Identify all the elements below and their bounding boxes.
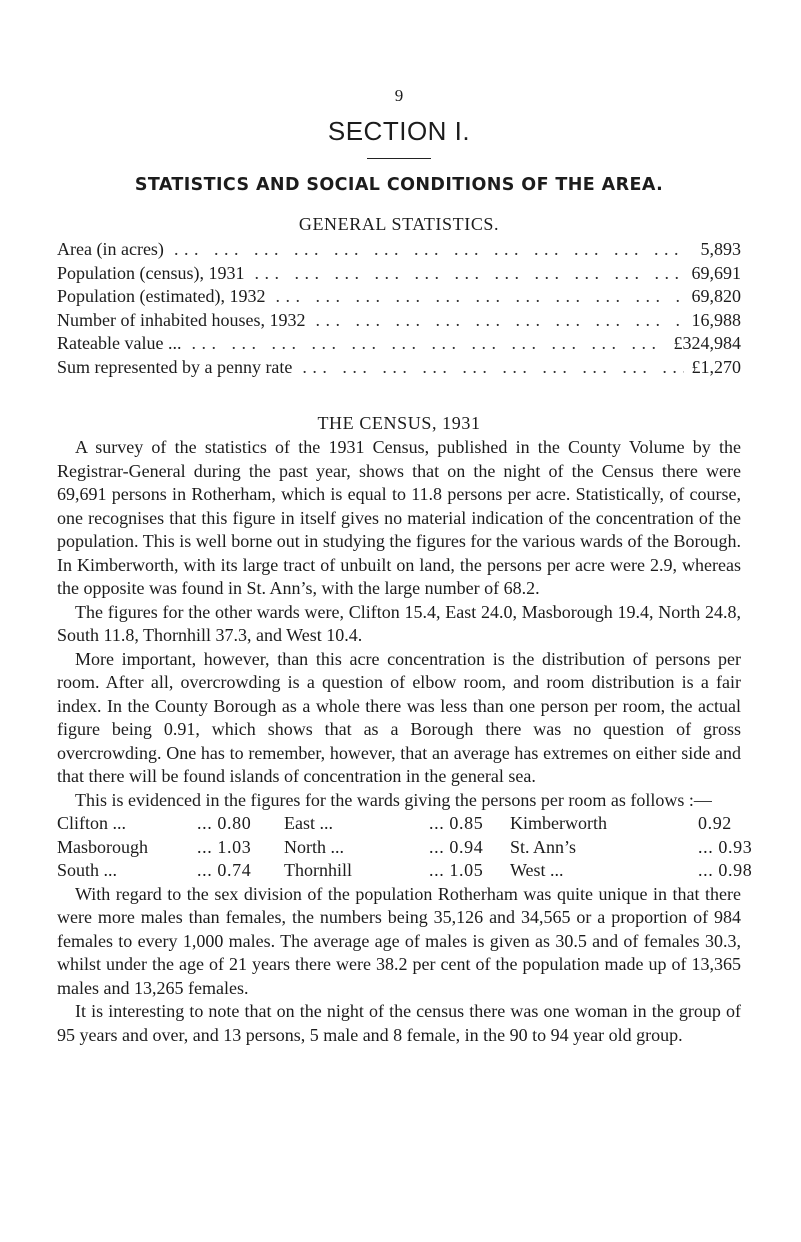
stat-row-penny-rate	[57, 356, 741, 380]
title-rule	[367, 158, 431, 159]
ward-row	[57, 859, 753, 883]
stat-value: 69,820	[691, 286, 741, 307]
stat-label: Population (census), 1931	[57, 262, 245, 283]
ward-value: ... 0.94	[429, 836, 484, 857]
stat-value: 16,988	[691, 309, 741, 330]
stat-label: Area (in acres)	[57, 239, 164, 259]
ward-entry	[57, 812, 252, 836]
leader-dots	[174, 238, 693, 262]
section-title: SECTION I.	[327, 116, 471, 146]
general-statistics-table	[57, 238, 741, 380]
paragraph: A survey of the statistics of the 1931 Census, published in the County Volume by the Registrar-General during the past year, shows that on the night of the Census there were 69,691 persons in Rotherham, which is equal to 11.8 persons per acre. Statistically, of course, one recognises that this figure in itself gives no material indication of the concentration of the population. This is well borne out in studying the figures for the various wards of the Borough. In Kimberworth, with its large tract of unbuilt on land, the persons per acre were 2.9, whereas the opposite was found in St. Ann’s, with the large number of 68.2.	[57, 437, 741, 598]
ward-name: Kimberworth	[510, 813, 607, 833]
stat-label: Number of inhabited houses, 1932	[57, 309, 306, 330]
ward-value: ... 0.93	[698, 836, 753, 857]
paragraph: It is interesting to note that on the night of the census there was one woman in the group of 95 years and over, and 13 persons, 5 male and 8 female, in the 90 to 94 year old group.	[57, 1001, 741, 1045]
ward-name: Masborough	[57, 836, 148, 857]
ward-value: ... 0.98	[698, 860, 753, 880]
ward-name: St. Ann’s	[510, 836, 577, 857]
stat-value: £1,270	[691, 356, 741, 377]
ward-row	[57, 812, 741, 836]
leader-dots	[275, 285, 683, 309]
ward-entry	[57, 836, 252, 860]
stat-row-rateable-value	[57, 332, 741, 356]
page-number: 9	[394, 86, 404, 105]
ward-name: North ...	[284, 836, 344, 857]
leader-dots	[315, 309, 683, 333]
ward-entry	[510, 859, 753, 883]
ward-name: Clifton ...	[57, 813, 127, 833]
wards-per-room-table	[57, 812, 753, 883]
stat-label: Sum represented by a penny rate	[57, 356, 293, 377]
ward-entry	[57, 859, 252, 883]
stat-row-inhabited-houses	[57, 309, 741, 333]
ward-name: West ...	[510, 860, 564, 880]
stat-value: 69,691	[691, 262, 741, 283]
stat-value: 5,893	[700, 239, 741, 259]
ward-value: ... 0.85	[429, 813, 484, 833]
ward-entry	[284, 859, 484, 883]
main-heading: STATISTICS AND SOCIAL CONDITIONS OF THE AREA.	[134, 175, 664, 195]
ward-row	[57, 836, 753, 860]
ward-name: East ...	[284, 813, 333, 833]
stat-row-population-census	[57, 262, 741, 286]
ward-value: ... 0.80	[197, 813, 252, 833]
stat-label: Rateable value ...	[57, 333, 182, 354]
census-body	[57, 436, 753, 1047]
ward-name: South ...	[57, 860, 118, 880]
general-statistics-heading: GENERAL STATISTICS.	[298, 214, 500, 234]
ward-name: Thornhill	[284, 860, 352, 880]
ward-value: 0.92	[698, 813, 732, 833]
leader-dots	[302, 356, 683, 380]
paragraph: The figures for the other wards were, Clifton 15.4, East 24.0, Masborough 19.4, North 24.8, South 11.8, Thornhill 37.3, and West 10.4.	[57, 601, 741, 645]
ward-entry	[510, 812, 732, 836]
paragraph: This is evidenced in the figures for the wards giving the persons per room as follows :—	[75, 789, 712, 810]
ward-value: ... 0.74	[197, 860, 252, 880]
ward-value: ... 1.05	[429, 860, 484, 880]
leader-dots	[254, 262, 683, 286]
stat-label: Population (estimated), 1932	[57, 286, 266, 307]
ward-value: ... 1.03	[197, 836, 252, 857]
stat-row-population-estimated	[57, 285, 741, 309]
ward-entry	[284, 836, 484, 860]
paragraph: More important, however, than this acre concentration is the distribution of persons per room. After all, overcrowding is a question of elbow room, and room distribution is a fair index. In the County Borough as a whole there was less than one person per room, the actual figure being 0.91, which shows that as a Borough there was no question of gross overcrowding. One has to remember, however, that an average has extremes on either side and that there will be found islands of concentration in the general sea.	[57, 648, 741, 786]
stat-row-area	[57, 238, 741, 262]
census-heading: THE CENSUS, 1931	[317, 413, 481, 433]
leader-dots	[191, 332, 665, 356]
ward-entry	[284, 812, 484, 836]
ward-entry	[510, 836, 753, 860]
paragraph: With regard to the sex division of the population Rotherham was quite unique in that there were more males than females, the numbers being 35,126 and 34,565 or a proportion of 984 females to every 1,000 males. The average age of males is given as 30.5 and of females 30.3, whilst under the age of 21 years there were 38.2 per cent of the population made up of 13,365 males and 13,265 females.	[57, 883, 741, 998]
stat-value: £324,984	[673, 333, 741, 354]
